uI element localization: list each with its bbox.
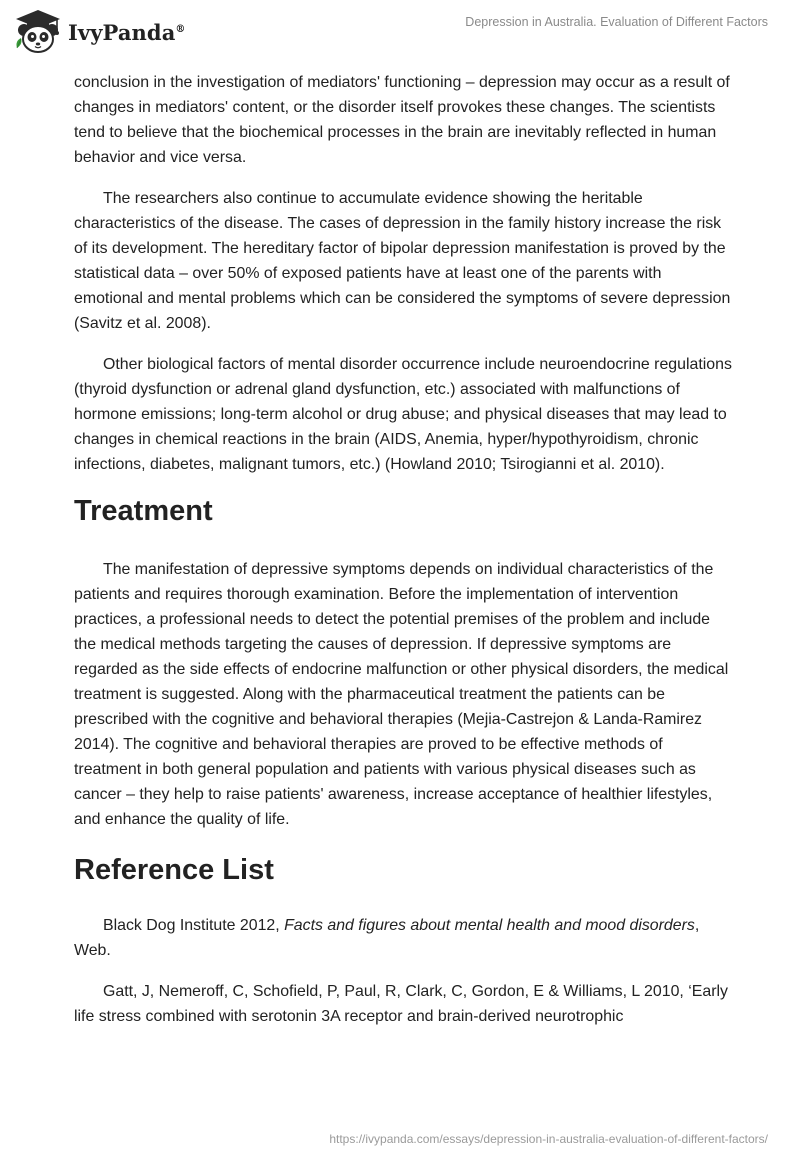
- paragraph: Other biological factors of mental disorder occurrence include neuroendocrine regulations (thyroid dysfunction or adrenal gland dysfunction, etc.) associated with malfunctions of hormone emissions; long-term alcohol or drug abuse; and physical diseases that may lead to changes in chemical reactions in the brain (AIDS, Anemia, hyper/hypothyroidism, chronic infections, diabetes, malignant tumors, etc.) (Howland 2010; Tsirogianni et al. 2010).: [74, 356, 732, 473]
- paragraph: The researchers also continue to accumulate evidence showing the heritable characteristics of the disease. The cases of depression in the family history increase the risk of its development. The hereditary factor of bipolar depression manifestation is proved by the statistical data – over 50% of exposed patients have at least one of the parents with emotional and mental problems which can be considered the symptoms of severe depression (Savitz et al. 2008).: [74, 190, 731, 332]
- panda-graduate-icon: [14, 8, 62, 54]
- essay-content: [74, 70, 734, 1045]
- ivypanda-logo[interactable]: [14, 8, 186, 54]
- reference-entry: Black Dog Institute 2012, Facts and figures about mental health and mood disorders, Web.: [74, 917, 700, 959]
- running-title: Depression in Australia. Evaluation of Different Factors: [465, 15, 768, 29]
- section-heading-references: Reference List: [74, 854, 274, 886]
- source-url[interactable]: https://ivypanda.com/essays/depression-in-australia-evaluation-of-different-factors/: [329, 1132, 768, 1146]
- paragraph: conclusion in the investigation of mediators' functioning – depression may occur as a result of changes in mediators' content, or the disorder itself provokes these changes. The scientists tend to believe that the biochemical processes in the brain are inevitably reflected in human behavior and vice versa.: [74, 74, 730, 166]
- paragraph: The manifestation of depressive symptoms depends on individual characteristics of the patients and requires thorough examination. Before the implementation of intervention practices, a professional needs to detect the potential premises of the problem and include the medical methods targeting the causes of depression. If depressive symptoms are regarded as the side effects of endocrine malfunction or other physical disorders, the medical treatment is suggested. Along with the pharmaceutical treatment the patients can be prescribed with the cognitive and behavioral therapies (Mejia-Castrejon & Landa-Ramirez 2014). The cognitive and behavioral therapies are proved to be effective methods of treatment in both general population and patients with various physical diseases such as cancer – they help to raise patients' awareness, increase acceptance of healthier lifestyles, and enhance the quality of life.: [74, 561, 729, 828]
- page-header: [0, 0, 800, 70]
- logo-wordmark: IvyPanda®: [68, 19, 186, 45]
- reference-entry: Gatt, J, Nemeroff, C, Schofield, P, Paul, R, Clark, C, Gordon, E & Williams, L 2010, ‘Early life stress combined with serotonin 3A receptor and brain-derived neurotrophic: [74, 983, 728, 1025]
- section-heading-treatment: Treatment: [74, 495, 213, 527]
- reference-title: Facts and figures about mental health and mood disorders: [284, 917, 695, 934]
